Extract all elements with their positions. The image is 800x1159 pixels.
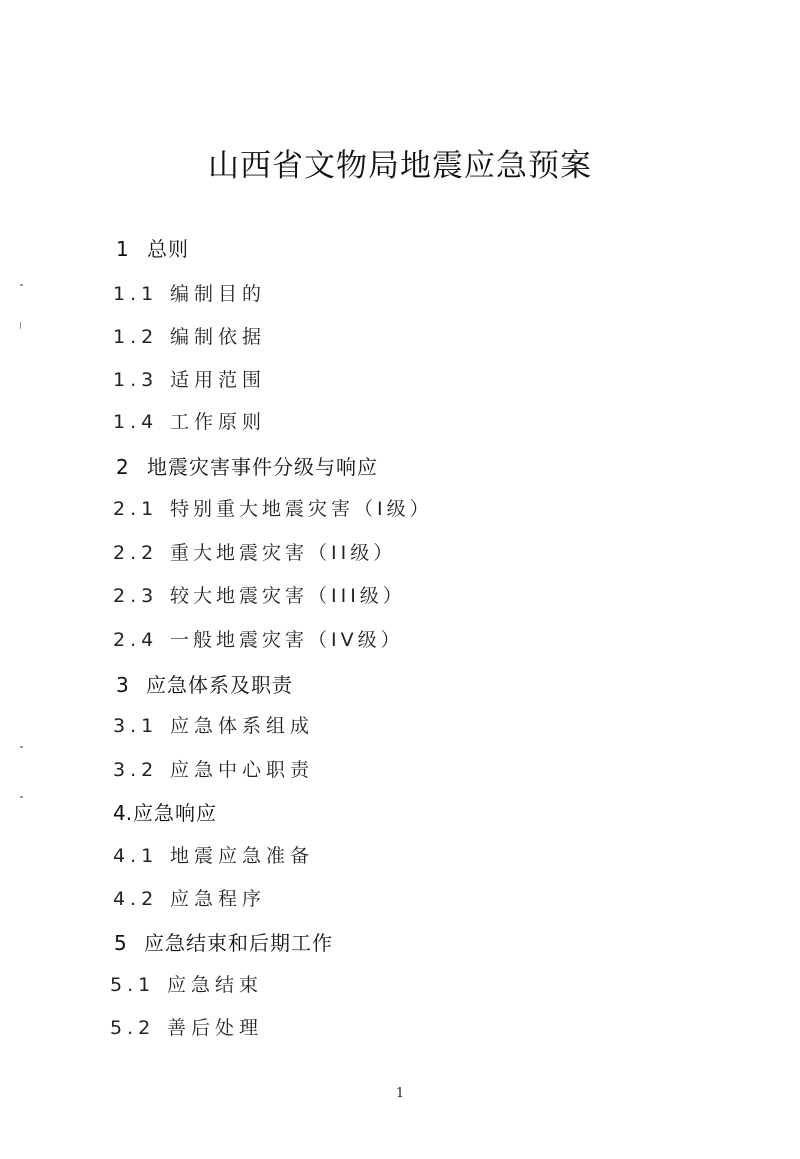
toc-number: 3.1 xyxy=(113,715,159,737)
toc-number: 5.2 xyxy=(110,1017,156,1039)
toc-number: 2 xyxy=(116,455,129,479)
toc-number: 1.4 xyxy=(113,411,159,433)
toc-title: 善后处理 xyxy=(167,1017,264,1039)
scan-mark xyxy=(20,746,23,748)
toc-number: 2.4 xyxy=(113,629,159,651)
toc-number: 1.2 xyxy=(113,326,159,348)
toc-title: 编制依据 xyxy=(170,326,267,348)
toc-number: 2.2 xyxy=(113,542,159,564)
scan-mark xyxy=(20,284,23,286)
toc-title: 应急程序 xyxy=(170,888,267,910)
toc-title: 适用范围 xyxy=(170,369,267,391)
toc-number: 4.2 xyxy=(113,888,159,910)
toc-number: 5.1 xyxy=(110,974,156,996)
toc-title: 重大地震灾害（II级） xyxy=(170,542,397,564)
toc-number: 1.3 xyxy=(113,369,159,391)
toc-title: 地震灾害事件分级与响应 xyxy=(147,455,378,479)
toc-number: 5 xyxy=(114,931,127,955)
scan-mark xyxy=(20,796,23,798)
toc-title: 一般地震灾害（IV级） xyxy=(170,629,404,651)
toc-title: 应急体系组成 xyxy=(170,715,315,737)
toc-number: 4.1 xyxy=(113,845,159,867)
toc-number: 1.1 xyxy=(113,283,159,305)
toc-title: 应急中心职责 xyxy=(170,759,315,781)
page-number: 1 xyxy=(395,1086,405,1101)
toc-number: 3.2 xyxy=(113,759,159,781)
scan-mark xyxy=(20,322,21,329)
toc-title: 编制目的 xyxy=(170,283,267,305)
toc-title: 应急结束 xyxy=(167,974,264,996)
toc-title: 应急结束和后期工作 xyxy=(144,931,333,955)
toc-title: 特别重大地震灾害（I级） xyxy=(170,498,433,520)
toc-title: 工作原则 xyxy=(170,411,267,433)
toc-title: 地震应急准备 xyxy=(170,845,315,867)
toc-number: 2.3 xyxy=(113,585,159,607)
toc-number: 1 xyxy=(116,237,129,261)
toc-title: 应急响应 xyxy=(133,801,217,825)
toc-number: 4. xyxy=(113,801,133,825)
toc-title: 应急体系及职责 xyxy=(146,673,293,697)
toc-number: 3 xyxy=(116,673,129,697)
toc-number: 2.1 xyxy=(113,498,159,520)
toc-title: 较大地震灾害（III级） xyxy=(170,585,406,607)
toc-title: 总则 xyxy=(147,237,189,261)
document-title: 山西省文物局地震应急预案 xyxy=(208,148,592,184)
